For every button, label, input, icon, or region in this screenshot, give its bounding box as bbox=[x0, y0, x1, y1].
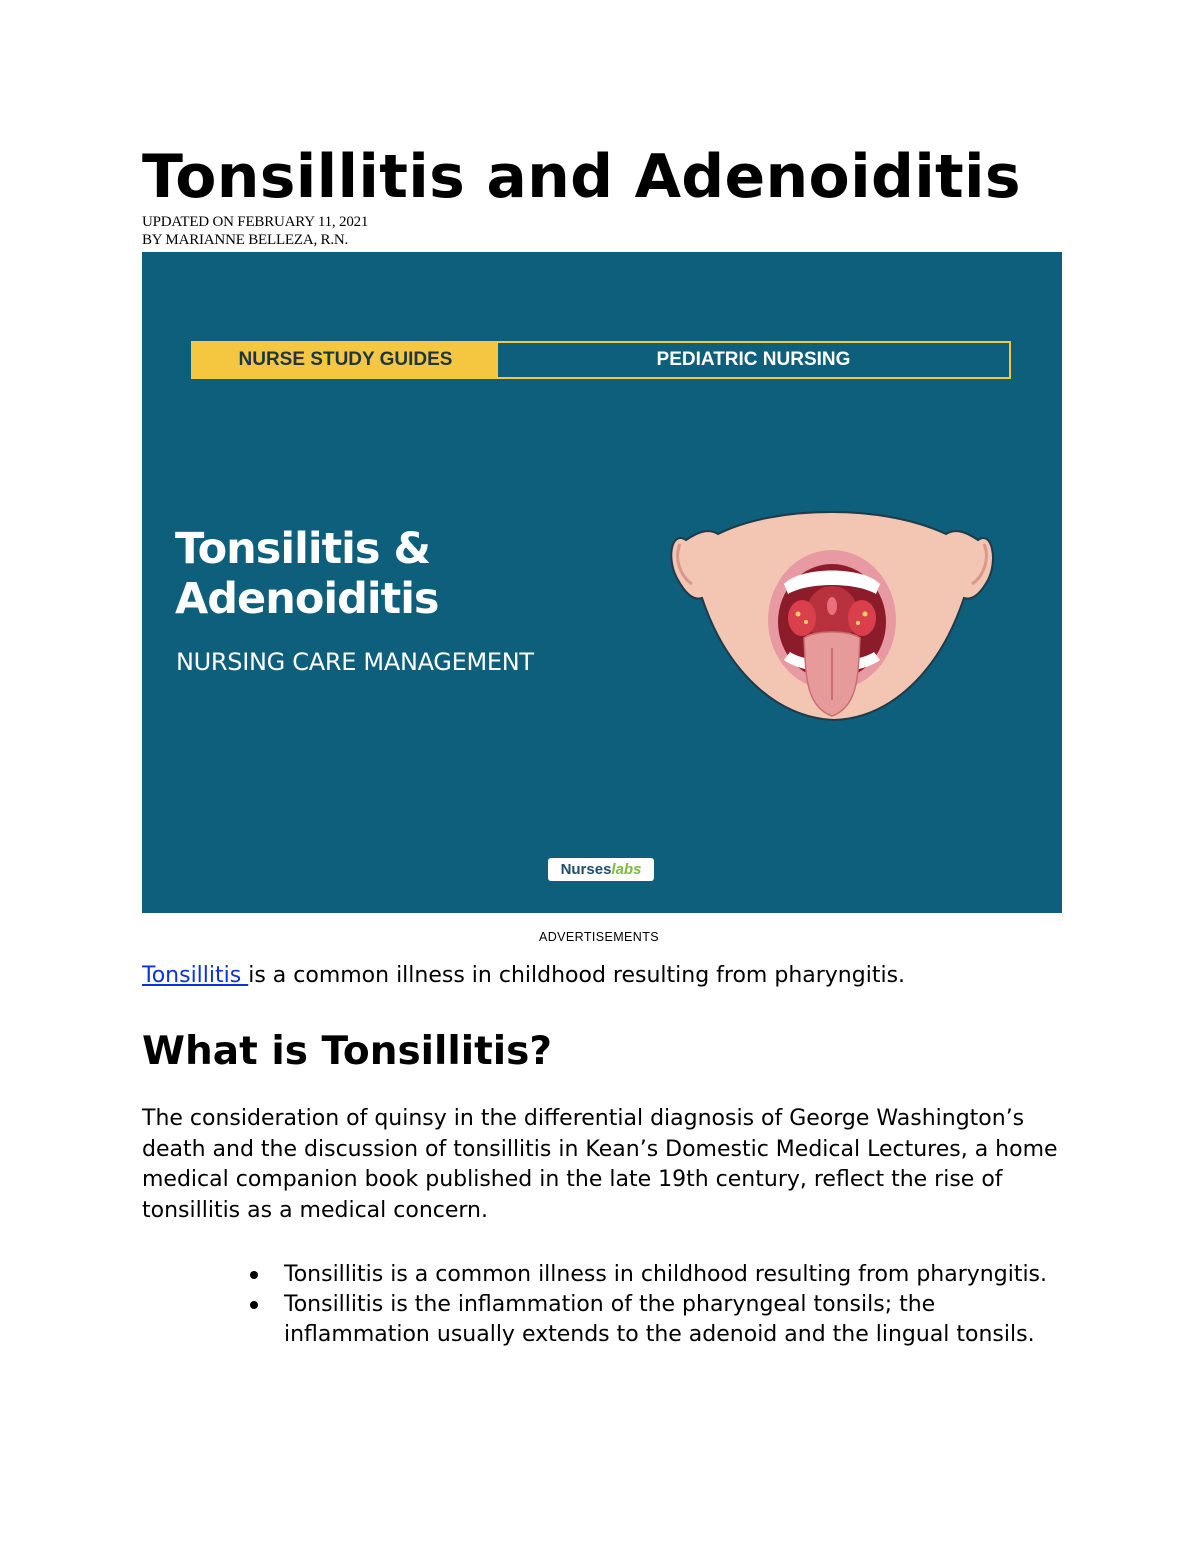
updated-date: UPDATED ON FEBRUARY 11, 2021 bbox=[142, 214, 369, 230]
bullet-icon bbox=[250, 1271, 258, 1279]
section-heading: What is Tonsillitis? bbox=[142, 1029, 552, 1074]
hero-subtitle: NURSING CARE MANAGEMENT bbox=[176, 648, 534, 676]
hero-banner-image bbox=[142, 252, 1062, 913]
bullet-list bbox=[240, 1260, 1066, 1350]
list-item-text: Tonsillitis is a common illness in childhood resulting from pharyngitis. bbox=[284, 1262, 1048, 1287]
logo-text-part1: Nurses bbox=[560, 861, 612, 878]
hero-title-line1: Tonsilitis & bbox=[175, 524, 430, 574]
intro-paragraph bbox=[142, 961, 905, 991]
body-paragraph: The consideration of quinsy in the differential diagnosis of George Washington’s death and the discussion of tonsillitis in Kean’s Domestic Medical Lectures, a home medical companion book published in the late 19th century, reflect the rise of tonsillitis as a medical concern. bbox=[142, 1106, 1058, 1223]
list-item bbox=[240, 1260, 1066, 1290]
category-tag-bar bbox=[191, 341, 1011, 379]
hero-title-line2: Adenoiditis bbox=[175, 574, 439, 624]
logo-text-part2: labs bbox=[611, 861, 642, 878]
author-byline: BY MARIANNE BELLEZA, R.N. bbox=[142, 232, 349, 248]
page-title: Tonsillitis and Adenoiditis bbox=[142, 142, 1021, 212]
tag-pediatric-nursing: PEDIATRIC NURSING bbox=[656, 349, 851, 370]
advertisements-label: ADVERTISEMENTS bbox=[539, 930, 659, 944]
nurseslabs-logo bbox=[548, 858, 654, 881]
list-item bbox=[240, 1290, 1066, 1350]
bullet-icon bbox=[250, 1301, 258, 1309]
tag-nurse-study-guides: NURSE STUDY GUIDES bbox=[193, 343, 498, 377]
tonsillitis-link[interactable]: Tonsillitis bbox=[142, 963, 249, 988]
list-item-text: Tonsillitis is the inflammation of the pharyngeal tonsils; the inflammation usually extends to the adenoid and the lingual tonsils. bbox=[284, 1292, 1035, 1347]
intro-text: is a common illness in childhood resulting from pharyngitis. bbox=[248, 963, 906, 988]
open-mouth-illustration bbox=[666, 510, 996, 726]
